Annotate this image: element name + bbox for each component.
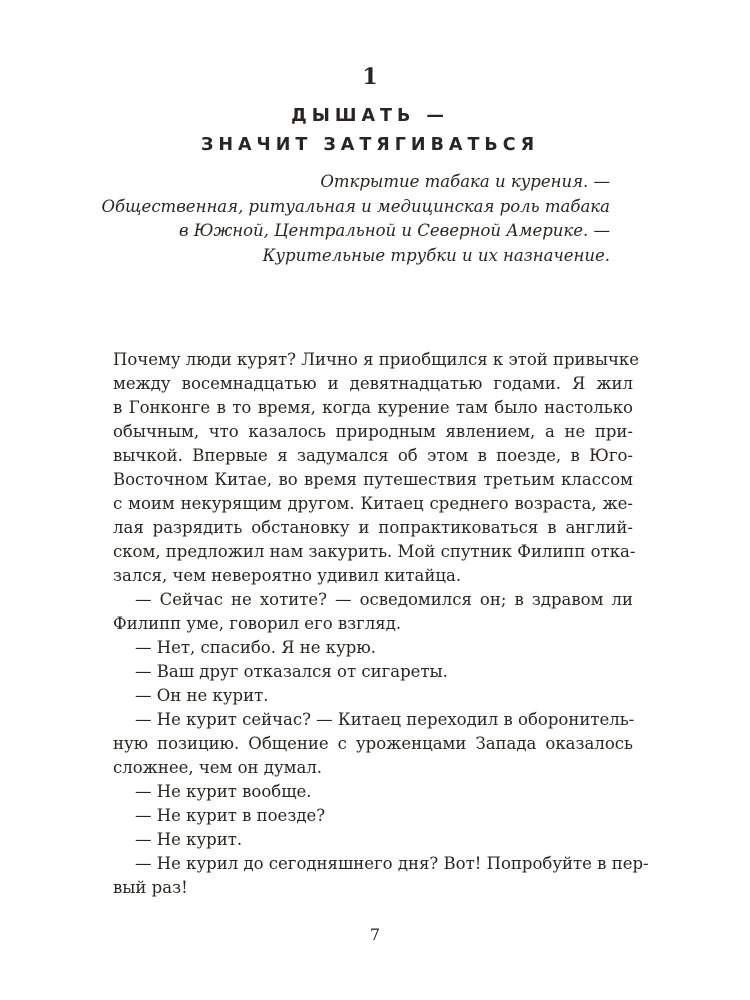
text-line: вычкой. Впервые я задумался об этом в поезде, в Юго-: [113, 446, 633, 465]
abstract-line: Курительные трубки и их назначение.: [262, 245, 610, 265]
text-line: лая разрядить обстановку и попрактиковаться в англий-: [113, 518, 633, 537]
abstract-line: в Южной, Центральной и Северной Америке. —: [178, 221, 610, 240]
text-line: — Он не курит.: [135, 686, 269, 705]
text-line: вый раз!: [113, 878, 188, 897]
text-line: — Не курит сейчас? — Китаец переходил в оборонитель-: [135, 710, 635, 729]
text-line: — Сейчас не хотите? — осведомился он; в здравом ли: [135, 590, 633, 609]
text-line: — Не курит вообще.: [135, 782, 312, 801]
chapter-number: 1: [362, 64, 378, 90]
abstract-line: Общественная, ритуальная и медицинская роль табака: [101, 196, 610, 216]
text-line: между восемнадцатью и девятнадцатью годами. Я жил: [113, 374, 633, 393]
text-line: обычным, что казалось природным явлением, а не при-: [113, 422, 633, 441]
abstract-line: Открытие табака и курения. —: [320, 172, 610, 191]
chapter-title-line: ДЫШАТЬ —: [291, 106, 449, 126]
text-line: — Нет, спасибо. Я не курю.: [135, 638, 376, 657]
text-line: — Не курит в поезде?: [135, 806, 326, 825]
chapter-title-line: ЗНАЧИТ ЗАТЯГИВАТЬСЯ: [200, 135, 540, 155]
page-number: 7: [369, 925, 381, 944]
text-line: Филипп уме, говорил его взгляд.: [113, 614, 402, 633]
chapter-abstract: [90, 170, 610, 268]
text-line: — Не курил до сегодняшнего дня? Вот! Попробуйте в пер-: [135, 854, 649, 873]
body-text: [113, 348, 649, 900]
text-line: сложнее, чем он думал.: [113, 758, 323, 777]
text-line: ную позицию. Общение с уроженцами Запада оказалось: [113, 734, 633, 753]
text-line: ском, предложил нам закурить. Мой спутник Филипп отка-: [113, 542, 636, 561]
text-line: зался, чем невероятно удивил китайца.: [113, 566, 462, 585]
text-line: в Гонконге в то время, когда курение там было настолько: [113, 398, 633, 417]
chapter-title: [0, 102, 740, 160]
text-line: с моим некурящим другом. Китаец среднего возраста, же-: [113, 494, 633, 513]
text-line: Почему люди курят? Лично я приобщился к этой привычке: [113, 350, 639, 369]
text-line: — Ваш друг отказался от сигареты.: [135, 662, 448, 681]
text-line: — Не курит.: [135, 830, 243, 849]
text-line: Восточном Китае, во время путешествия третьим классом: [113, 470, 633, 489]
